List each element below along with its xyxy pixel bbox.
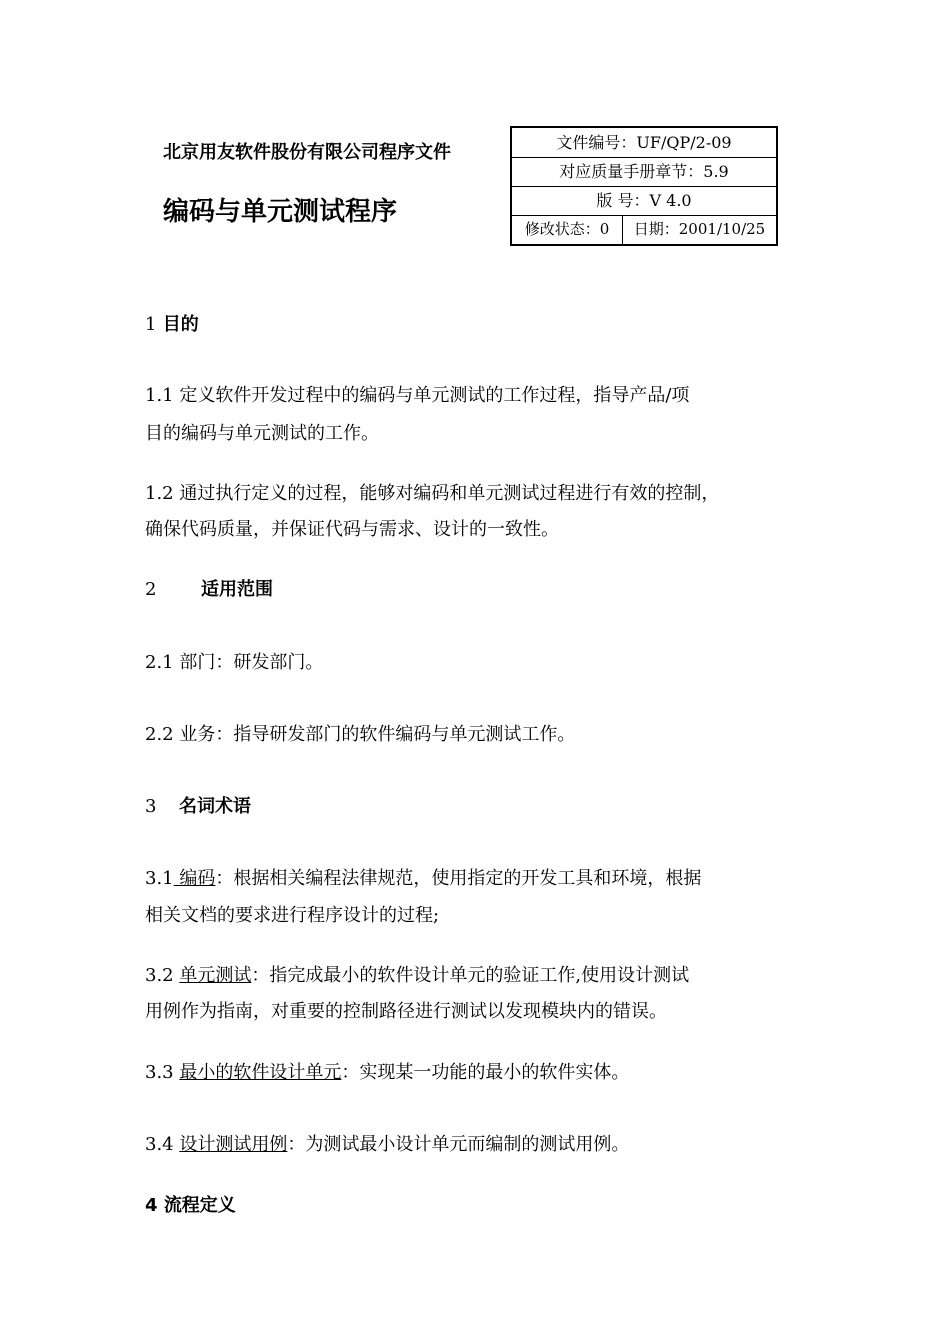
term-3-3-number: 3.3 — [145, 1062, 180, 1083]
revision-status: 修改状态：0 — [512, 215, 623, 244]
term-3-1-name: 编码 — [173, 868, 216, 889]
term-3-4-definition: ：为测试最小设计单元而编制的测试用例。 — [287, 1134, 630, 1155]
revision-date: 日期：2001/10/25 — [633, 220, 766, 238]
section-4-number: 4 — [145, 1195, 158, 1216]
para-1-1-line2: 目的编码与单元测试的工作。 — [145, 423, 379, 444]
section-2-heading — [145, 577, 273, 603]
section-1-number: 1 — [145, 314, 157, 335]
term-3-3 — [145, 1060, 629, 1086]
document-info-table — [510, 126, 778, 246]
section-2-number: 2 — [145, 579, 157, 600]
term-3-3-name: 最小的软件设计单元 — [179, 1062, 342, 1083]
term-3-1 — [145, 866, 701, 892]
section-4-title: 流程定义 — [163, 1195, 236, 1216]
section-4-heading — [145, 1193, 236, 1219]
term-3-1-number: 3.1 — [145, 868, 174, 889]
document-title: 编码与单元测试程序 — [163, 197, 398, 227]
term-3-2-number: 3.2 — [145, 965, 180, 986]
para-1-2-line1: 1.2 通过执行定义的过程，能够对编码和单元测试过程进行有效的控制， — [145, 483, 720, 504]
term-3-2-name: 单元测试 — [179, 965, 252, 986]
revision-row — [512, 215, 776, 244]
term-3-4 — [145, 1132, 629, 1158]
para-1-1-line1: 1.1 定义软件开发过程中的编码与单元测试的工作过程，指导产品/项 — [145, 385, 690, 406]
para-2-1: 2.1 部门：研发部门。 — [145, 652, 324, 673]
para-1-2-line2: 确保代码质量，并保证代码与需求、设计的一致性。 — [145, 519, 559, 540]
section-3-number: 3 — [145, 796, 157, 817]
term-3-4-number: 3.4 — [145, 1134, 180, 1155]
section-1-title: 目的 — [162, 314, 199, 335]
version: 版 号：V 4.0 — [512, 186, 776, 216]
section-3-title: 名词术语 — [179, 796, 252, 817]
doc-number: 文件编号：UF/QP/2-09 — [512, 128, 776, 158]
section-2-title: 适用范围 — [201, 579, 274, 600]
term-3-4-name: 设计测试用例 — [179, 1134, 288, 1155]
section-1-heading — [145, 312, 199, 338]
manual-section: 对应质量手册章节：5.9 — [512, 157, 776, 187]
company-name: 北京用友软件股份有限公司程序文件 — [163, 142, 451, 163]
term-3-1-definition: ：根据相关编程法律规范，使用指定的开发工具和环境，根据 — [215, 868, 702, 889]
term-3-2 — [145, 963, 689, 989]
para-2-2: 2.2 业务：指导研发部门的软件编码与单元测试工作。 — [145, 724, 576, 745]
term-3-2-definition: ：指完成最小的软件设计单元的验证工作,使用设计测试 — [251, 965, 690, 986]
section-3-heading — [145, 794, 251, 820]
term-3-1-line2: 相关文档的要求进行程序设计的过程; — [145, 905, 440, 926]
term-3-3-definition: ：实现某一功能的最小的软件实体。 — [341, 1062, 630, 1083]
term-3-2-line2: 用例作为指南，对重要的控制路径进行测试以发现模块内的错误。 — [145, 1001, 667, 1022]
